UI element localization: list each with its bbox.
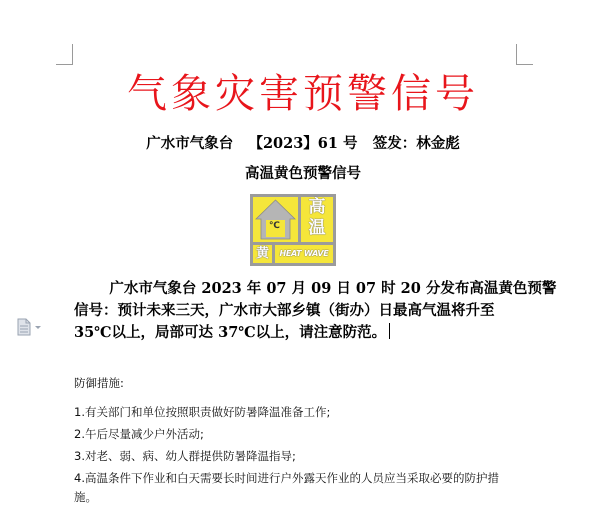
level-char: 黄 <box>255 246 269 261</box>
heat-wave-text: HEAT WAVE <box>279 249 329 258</box>
issuer-agency: 广水市气象台 <box>146 135 234 152</box>
house-thermometer-icon <box>253 197 298 242</box>
heat-wave-yellow-warning-icon <box>250 194 336 266</box>
measure-item-continued: 施。 <box>74 490 97 504</box>
warning-body[interactable] <box>74 278 557 344</box>
measure-item: 2.午后尽量减少户外活动; <box>74 427 204 441</box>
warning-body-line: 信号：预计未来三天，广水市大部乡镇（街办）日最高气温将升至 <box>74 302 495 319</box>
heat-wave-label <box>275 245 333 263</box>
level-badge <box>253 245 272 263</box>
defense-measures <box>74 376 544 512</box>
signal-title: 高温黄色预警信号 <box>245 165 361 182</box>
temperature-symbol: ℃ <box>269 221 280 231</box>
issuer-line <box>0 134 606 154</box>
banner-title: 气象灾害预警信号 <box>127 71 479 117</box>
issuer-doc-number: 【2023】61 号 <box>248 135 358 152</box>
issuer-signer: 签发：林金彪 <box>372 135 460 152</box>
heat-characters <box>301 197 333 242</box>
measure-item: 4.高温条件下作业和白天需要长时间进行户外露天作业的人员应当采取必要的防护措 <box>74 471 499 485</box>
measure-item: 3.对老、弱、病、幼人群提供防暑降温指导; <box>74 449 296 463</box>
measure-item: 1.有关部门和单位按照职责做好防暑降温准备工作; <box>74 405 331 419</box>
text-cursor <box>389 323 390 339</box>
page-corner-mark-top-left <box>56 44 73 65</box>
heat-char-top: 高 <box>308 197 326 217</box>
warning-body-line: 35℃以上，局部可达 37℃以上，请注意防范。 <box>74 322 530 344</box>
measures-title: 防御措施: <box>74 376 124 390</box>
warning-body-line: 广水市气象台 2023 年 07 月 09 日 07 时 20 分发布高温黄色预警 <box>109 280 557 297</box>
heat-char-bottom: 温 <box>308 218 326 238</box>
paragraph-options-icon[interactable] <box>16 318 44 336</box>
page-corner-mark-top-right <box>516 44 533 65</box>
